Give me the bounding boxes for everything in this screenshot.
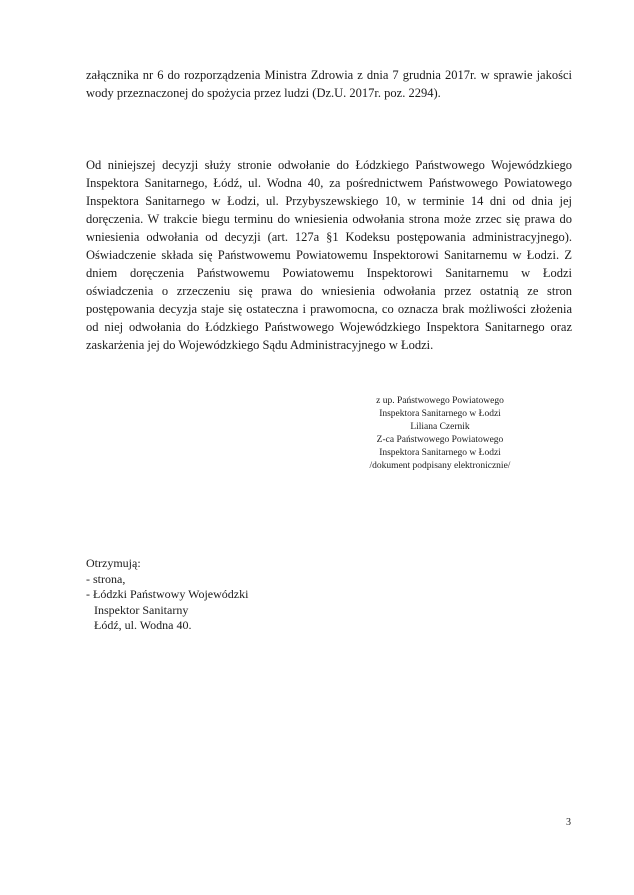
signatory-role: Z-ca Państwowego Powiatowego <box>376 435 504 445</box>
signatory-role-office: Inspektora Sanitarnego w Łodzi <box>379 448 501 458</box>
recipient-address: Łódź, ul. Wodna 40. <box>94 618 192 632</box>
recipient-item: - strona, <box>86 571 126 586</box>
page-number: 3 <box>566 817 571 828</box>
recipient-item-continued: Inspektor Sanitarny <box>94 602 189 617</box>
appeal-paragraph: Od niniejszej decyzji służy stronie odwołanie do Łódzkiego Państwowego Wojewódzkiego Inspektora Sanitarnego, Łódź, ul. Wodna 40, za pośrednictwem Państwowego Powiatowego Inspektora Sanitarnego w Łodzi, ul. Przybyszewskiego 10, w terminie 14 dni od dnia jej doręczenia. W trakcie biegu terminu do wniesienia odwołania strona może zrzec się prawa do wniesienia odwołania od decyzji (art. 127a §1 Kodeksu postępowania administracyjnego). Oświadczenie składa się Państwowemu Powiatowemu Inspektorowi Sanitarnemu w Łodzi. Z dniem doręczenia Państwowemu Powiatowemu Inspektorowi Sanitarnemu w Łodzi oświadczenia o zrzeczeniu się prawa do wniesienia odwołania przez ostatnią ze stron postępowania decyzja staje się ostateczna i prawomocna, co oznacza brak możliwości złożenia od niej odwołania do Łódzkiego Państwowego Wojewódzkiego Inspektora Sanitarnego oraz zaskarżenia jej do Wojewódzkiego Sądu Administracyjnego w Łodzi. <box>86 158 572 352</box>
recipients-heading: Otrzymują: <box>86 556 141 570</box>
signatory-name: Liliana Czernik <box>410 422 470 432</box>
signature-block <box>340 395 540 473</box>
signature-authorization-office: Inspektora Sanitarnego w Łodzi <box>379 409 501 419</box>
electronic-signature-note: /dokument podpisany elektronicznie/ <box>369 461 511 471</box>
recipients-block <box>86 556 248 634</box>
recipient-item: - Łódzki Państwowy Wojewódzki <box>86 587 249 601</box>
intro-paragraph: załącznika nr 6 do rozporządzenia Ministra Zdrowia z dnia 7 grudnia 2017r. w sprawie jakości wody przeznaczonej do spożycia przez ludzi (Dz.U. 2017r. poz. 2294). <box>86 68 572 100</box>
signature-authorization: z up. Państwowego Powiatowego <box>376 396 504 406</box>
